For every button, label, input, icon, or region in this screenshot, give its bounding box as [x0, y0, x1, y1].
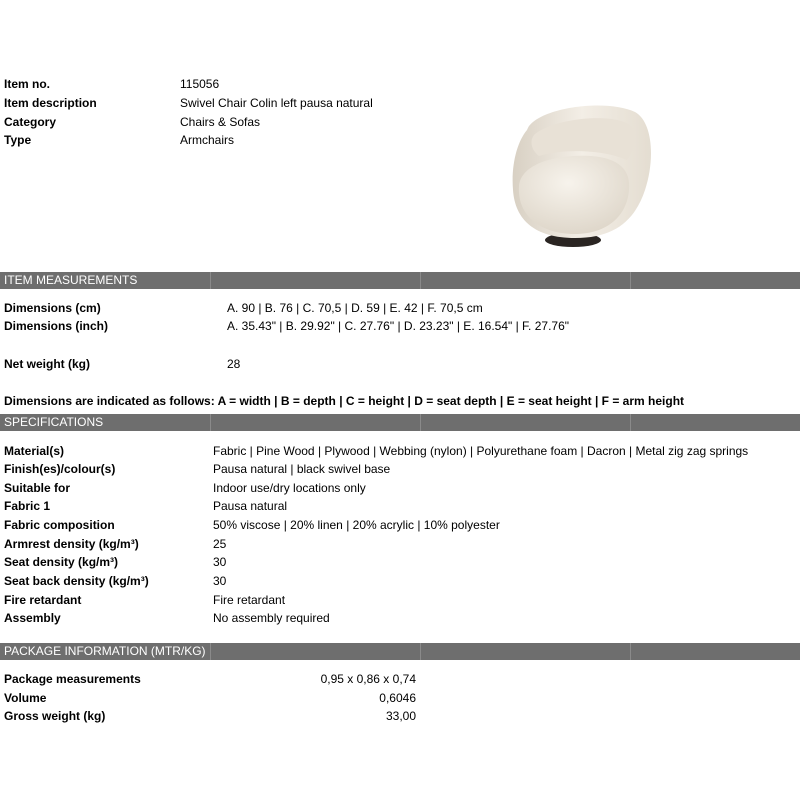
armrest-density-value: 25	[213, 537, 227, 551]
fire-retardant-value: Fire retardant	[213, 593, 286, 607]
package-information-header	[0, 643, 800, 660]
seat-back-density-value: 30	[213, 574, 227, 588]
category-value: Chairs & Sofas	[180, 115, 261, 129]
net-weight-value: 28	[227, 357, 241, 371]
item-measurements-header	[0, 272, 800, 289]
package-measurements-value: 0,95 x 0,86 x 0,74	[320, 672, 416, 686]
finish-label: Finish(es)/colour(s)	[4, 462, 116, 476]
category-label: Category	[4, 115, 57, 129]
materials-value: Fabric | Pine Wood | Plywood | Webbing (nylon) | Polyurethane foam | Dacron | Metal zig zag springs	[213, 444, 749, 458]
suitable-for-label: Suitable for	[4, 481, 71, 495]
assembly-value: No assembly required	[213, 611, 330, 625]
seat-density-label: Seat density (kg/m³)	[4, 555, 119, 569]
suitable-for-value: Indoor use/dry locations only	[213, 481, 366, 495]
assembly-label: Assembly	[4, 611, 61, 625]
gross-weight-label: Gross weight (kg)	[4, 709, 106, 723]
gross-weight-value: 33,00	[385, 709, 416, 723]
fabric-composition-label: Fabric composition	[4, 518, 115, 532]
dimensions-legend-note: Dimensions are indicated as follows: A = width | B = depth | C = height | D = seat depth | E = seat height | F = arm height	[4, 394, 685, 408]
type-value: Armchairs	[180, 133, 235, 147]
volume-label: Volume	[4, 691, 47, 705]
dimensions-inch-value: A. 35.43" | B. 29.92" | C. 27.76" | D. 23.23" | E. 16.54" | F. 27.76"	[227, 319, 570, 333]
fabric-1-value: Pausa natural	[213, 499, 288, 513]
item-no-label: Item no.	[4, 77, 51, 91]
specifications-title: SPECIFICATIONS	[4, 415, 104, 429]
item-description-value: Swivel Chair Colin left pausa natural	[180, 96, 373, 110]
fire-retardant-label: Fire retardant	[4, 593, 82, 607]
item-measurements-title: ITEM MEASUREMENTS	[4, 273, 138, 287]
dimensions-cm-value: A. 90 | B. 76 | C. 70,5 | D. 59 | E. 42 | F. 70,5 cm	[227, 301, 483, 315]
armrest-density-label: Armrest density (kg/m³)	[4, 537, 139, 551]
materials-label: Material(s)	[4, 444, 65, 458]
seat-density-value: 30	[213, 555, 227, 569]
fabric-composition-value: 50% viscose | 20% linen | 20% acrylic | 10% polyester	[213, 518, 500, 532]
seat-back-density-label: Seat back density (kg/m³)	[4, 574, 149, 588]
package-information-title: PACKAGE INFORMATION (MTR/KG)	[4, 644, 206, 658]
volume-value: 0,6046	[379, 691, 416, 705]
dimensions-inch-label: Dimensions (inch)	[4, 319, 109, 333]
item-description-label: Item description	[4, 96, 97, 110]
finish-value: Pausa natural | black swivel base	[213, 462, 391, 476]
specifications-header	[0, 414, 800, 431]
item-no-value: 115056	[180, 77, 220, 91]
package-measurements-label: Package measurements	[4, 672, 141, 686]
type-label: Type	[4, 133, 32, 147]
net-weight-label: Net weight (kg)	[4, 357, 90, 371]
dimensions-cm-label: Dimensions (cm)	[4, 301, 101, 315]
chair-product-image	[495, 90, 665, 260]
fabric-1-label: Fabric 1	[4, 499, 51, 513]
